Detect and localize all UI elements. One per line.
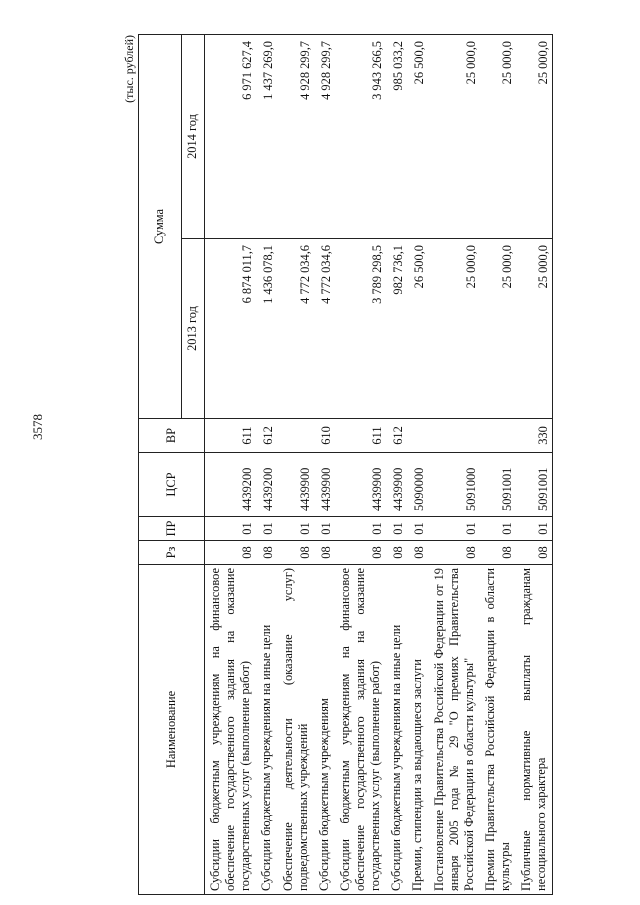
cell-sum-2014: 25 000,0 [516,35,553,239]
cell-name: Постановление Правительства Российской Федерации от 19 января 2005 года № 29 "О премиях Правительства Российской Федерации в области культуры" [429,565,480,895]
cell-vr: 612 [386,419,407,453]
cell-sum-2013: 26 500,0 [407,239,428,419]
table-row [205,35,257,895]
cell-name: Премии Правительства Российской Федерации в области культуры [480,565,516,895]
cell-sum-2013: 25 000,0 [429,239,480,419]
cell-name: Публичные нормативные выплаты гражданам несоциального характера [516,565,553,895]
cell-pr: 01 [256,517,277,541]
cell-sum-2014: 25 000,0 [480,35,516,239]
cell-name: Субсидии бюджетным учреждениям на финансовое обеспечение государственного задания на оказание государственных услуг (выполнение работ) [335,565,386,895]
table-row [278,35,314,895]
cell-pr: 01 [314,517,335,541]
cell-sum-2013: 1 436 078,1 [256,239,277,419]
cell-sum-2013: 4 772 034,6 [314,239,335,419]
header-year-2014: 2014 год [182,35,205,239]
cell-sum-2014: 4 928 299,7 [314,35,335,239]
cell-pr: 01 [335,517,386,541]
cell-rz: 08 [516,541,553,565]
table-body [205,35,553,895]
table-row [429,35,480,895]
table-row [516,35,553,895]
header-sum: Сумма [139,35,182,419]
cell-pr: 01 [407,517,428,541]
cell-rz: 08 [407,541,428,565]
table-row [256,35,277,895]
cell-sum-2014: 26 500,0 [407,35,428,239]
cell-rz: 08 [278,541,314,565]
cell-rz: 08 [480,541,516,565]
cell-pr: 01 [516,517,553,541]
cell-vr [278,419,314,453]
cell-csr: 4439900 [386,453,407,517]
cell-vr: 610 [314,419,335,453]
cell-sum-2013: 982 736,1 [386,239,407,419]
page-number: 3578 [30,414,45,440]
cell-vr: 611 [335,419,386,453]
cell-sum-2013: 6 874 011,7 [205,239,257,419]
table-header [139,35,205,895]
cell-name: Субсидии бюджетным учреждениям [314,565,335,895]
cell-csr: 4439200 [205,453,257,517]
cell-rz: 08 [256,541,277,565]
cell-sum-2013: 25 000,0 [516,239,553,419]
cell-name: Субсидии бюджетным учреждениям на иные цели [386,565,407,895]
cell-pr: 01 [480,517,516,541]
cell-pr: 01 [205,517,257,541]
cell-name: Премии, стипендии за выдающиеся заслуги [407,565,428,895]
table-row [314,35,335,895]
cell-csr: 4439200 [256,453,277,517]
header-pr: ПР [139,517,205,541]
budget-table [138,34,553,895]
cell-vr: 330 [516,419,553,453]
header-name: Наименование [139,565,205,895]
cell-vr [480,419,516,453]
rotated-page-content [120,35,551,895]
cell-sum-2014: 1 437 269,0 [256,35,277,239]
cell-csr: 5091000 [429,453,480,517]
cell-csr: 4439900 [278,453,314,517]
cell-sum-2013: 3 789 298,5 [335,239,386,419]
cell-name: Обеспечение деятельности (оказание услуг) подведомственных учреждений [278,565,314,895]
cell-sum-2013: 4 772 034,6 [278,239,314,419]
table-row [335,35,386,895]
cell-rz: 08 [386,541,407,565]
cell-pr: 01 [278,517,314,541]
cell-sum-2013: 25 000,0 [480,239,516,419]
cell-sum-2014: 4 928 299,7 [278,35,314,239]
header-csr: ЦСР [139,453,205,517]
cell-vr [429,419,480,453]
cell-rz: 08 [335,541,386,565]
cell-rz: 08 [314,541,335,565]
header-vr: ВР [139,419,205,453]
header-year-2013: 2013 год [182,239,205,419]
units-label: (тыс. рублей) [122,35,136,103]
table-row [480,35,516,895]
cell-vr: 611 [205,419,257,453]
cell-name: Субсидии бюджетным учреждениям на финансовое обеспечение государственного задания на оказание государственных услуг (выполнение работ) [205,565,257,895]
cell-vr: 612 [256,419,277,453]
header-rz: Рз [139,541,205,565]
cell-vr [407,419,428,453]
cell-csr: 5091001 [480,453,516,517]
cell-sum-2014: 25 000,0 [429,35,480,239]
cell-csr: 4439900 [335,453,386,517]
cell-csr: 5091001 [516,453,553,517]
cell-sum-2014: 6 971 627,4 [205,35,257,239]
cell-rz: 08 [205,541,257,565]
cell-pr: 01 [386,517,407,541]
cell-csr: 5090000 [407,453,428,517]
cell-csr: 4439900 [314,453,335,517]
cell-name: Субсидии бюджетным учреждениям на иные цели [256,565,277,895]
cell-pr: 01 [429,517,480,541]
cell-rz: 08 [429,541,480,565]
cell-sum-2014: 3 943 266,5 [335,35,386,239]
table-row [407,35,428,895]
table-row [386,35,407,895]
cell-sum-2014: 985 033,2 [386,35,407,239]
